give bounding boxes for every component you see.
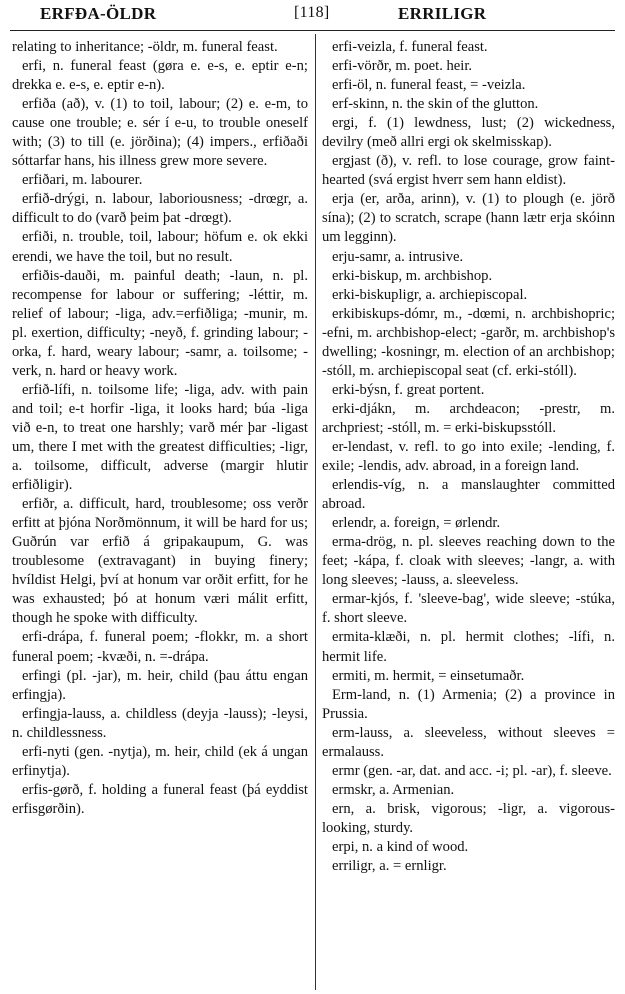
dictionary-entry: erfiða (að), v. (1) to toil, labour; (2) e. e-m, to cause one trouble; e. sér í e-u, to trouble oneself with; (3) to till (e. jörðina); (4) impers., erfiðaði sóttarfar hans, his illness grew more severe. xyxy=(12,96,308,170)
dictionary-entry: ermiti, m. hermit, = einsetumaðr. xyxy=(332,667,525,684)
dictionary-entry: er-lendast, v. refl. to go into exile; -lending, f. exile; -lendis, adv. abroad, in a foreign land. xyxy=(322,438,615,475)
dictionary-entry: erma-drög, n. pl. sleeves reaching down to the feet; -kápa, f. cloak with sleeves; -langr, a. with long sleeves; -lauss, a. sleeveless. xyxy=(322,534,615,589)
dictionary-entry: erfi-vörðr, m. poet. heir. xyxy=(332,58,473,75)
page-header xyxy=(0,4,625,26)
column-divider xyxy=(315,34,316,990)
left-column xyxy=(12,38,308,819)
dictionary-entry: Erm-land, n. (1) Armenia; (2) a province in Prussia. xyxy=(322,686,615,722)
dictionary-entry: ergi, f. (1) lewdness, lust; (2) wickedness, devilry (með allri ergi ok skelmisskap). xyxy=(322,115,615,151)
dictionary-entry: erfið-lífi, n. toilsome life; -liga, adv. with pain and toil; e-t horfir -liga, it looks hard; búa -liga við e-n, to treat one harshly; varð mér þar -ligast um, there I met with the greatest difficulties; -ligr, a. toilsome, difficult, adverse (margir hlutir erfiðligir). xyxy=(12,381,308,494)
dictionary-entry: erfiðis-dauði, m. painful death; -laun, n. pl. recompense for labour or suffering; -léttir, m. relief of labour; -liga, adv.=erfiðliga; -munir, m. pl. exertion, difficulty; -neyð, f. grinding labour; -orka, f. hard, weary labour; -samr, a. toilsome; -verk, n. hard or heavy work. xyxy=(12,267,308,379)
header-left-guideword: ERFÐA-ÖLDR xyxy=(40,4,157,23)
dictionary-entry: erju-samr, a. intrusive. xyxy=(332,248,464,265)
dictionary-entry: erki-býsn, f. great portent. xyxy=(332,381,485,398)
dictionary-entry: erfið-drýgi, n. labour, laboriousness; -drœgr, a. difficult to do (varð þeim þat -drœgt). xyxy=(12,191,308,227)
header-rule xyxy=(10,30,615,31)
dictionary-entry: erki-biskup, m. archbishop. xyxy=(332,267,493,284)
page-number: [118] xyxy=(294,4,330,21)
dictionary-entry: erfiðr, a. difficult, hard, troublesome; oss verðr erfitt at þjóna Norðmönnum, it will be hard for us; Guðrún var erfið á gripakaupum, G. was troublesome (extravagant) in buying finery; hvíldist Helgi, því at honum var orðit erfitt, for he was exhausted; þó at honum væri málit erfitt, though he spoke with difficulty. xyxy=(12,496,308,627)
dictionary-entry: erfi, n. funeral feast (gøra e. e-s, e. eptir e-n; drekka e. e-s, e. eptir e-n). xyxy=(12,58,308,94)
dictionary-entry: erfi-veizla, f. funeral feast. xyxy=(332,39,488,55)
dictionary-entry: erfiðari, m. labourer. xyxy=(22,172,143,189)
right-column xyxy=(322,38,615,876)
dictionary-entry: ergjast (ð), v. refl. to lose courage, grow faint-hearted (svá ergist hverr sem hann eldist). xyxy=(322,153,615,189)
dictionary-entry: ermar-kjós, f. 'sleeve-bag', wide sleeve; -stúka, f. short sleeve. xyxy=(322,591,615,627)
dictionary-entry: erlendr, a. foreign, = ørlendr. xyxy=(332,515,501,532)
dictionary-entry: erm-lauss, a. sleeveless, without sleeves = ermalauss. xyxy=(322,724,615,760)
dictionary-entry: ern, a. brisk, vigorous; -ligr, a. vigorous-looking, sturdy. xyxy=(322,800,615,836)
dictionary-entry: erfis-gørð, f. holding a funeral feast (þá eyddist erfisgørðin). xyxy=(12,781,308,817)
dictionary-entry: erlendis-víg, n. a manslaughter committed abroad. xyxy=(322,477,615,513)
dictionary-entry: relating to inheritance; -öldr, m. funeral feast. xyxy=(12,39,278,55)
dictionary-entry: erfingja-lauss, a. childless (deyja -lauss); -leysi, n. childlessness. xyxy=(12,705,308,741)
dictionary-entry: erki-djákn, m. archdeacon; -prestr, m. archpriest; -stóll, m. = erki-biskupsstóll. xyxy=(322,400,615,436)
dictionary-entry: erfingi (pl. -jar), m. heir, child (þau áttu engan erfingja). xyxy=(12,667,308,703)
dictionary-entry: erpi, n. a kind of wood. xyxy=(332,838,469,855)
dictionary-entry: ermita-klæði, n. pl. hermit clothes; -lífi, n. hermit life. xyxy=(322,629,615,665)
dictionary-entry: erfi-nyti (gen. -nytja), m. heir, child (ek á ungan erfinytja). xyxy=(12,743,308,779)
header-right-guideword: ERRILIGR xyxy=(398,4,487,23)
dictionary-entry: erki-biskupligr, a. archiepiscopal. xyxy=(332,286,528,303)
dictionary-entry: ermr (gen. -ar, dat. and acc. -i; pl. -ar), f. sleeve. xyxy=(332,762,612,779)
dictionary-entry: erfiði, n. trouble, toil, labour; höfum e. ok ekki erendi, we have the toil, but no result. xyxy=(12,229,308,265)
dictionary-entry: erja (er, arða, arinn), v. (1) to plough (e. jörð sína); (2) to scratch, scrape (hann lætr erja skóinn um legginn). xyxy=(322,191,615,246)
dictionary-entry: erkibiskups-dómr, m., -dœmi, n. archbishopric; -efni, m. archbishop-elect; -garðr, m. archbishop's dwelling; -kosningr, m. election of an archbishop; -stóll, m. archiepiscopal seat (cf. erki-stóll). xyxy=(322,305,615,379)
dictionary-entry: erriligr, a. = ernligr. xyxy=(332,858,447,875)
dictionary-entry: erfi-öl, n. funeral feast, = -veizla. xyxy=(332,77,526,94)
dictionary-entry: erf-skinn, n. the skin of the glutton. xyxy=(332,96,539,113)
dictionary-entry: ermskr, a. Armenian. xyxy=(332,781,455,798)
dictionary-entry: erfi-drápa, f. funeral poem; -flokkr, m. a short funeral poem; -kvæði, n. =-drápa. xyxy=(12,629,308,665)
